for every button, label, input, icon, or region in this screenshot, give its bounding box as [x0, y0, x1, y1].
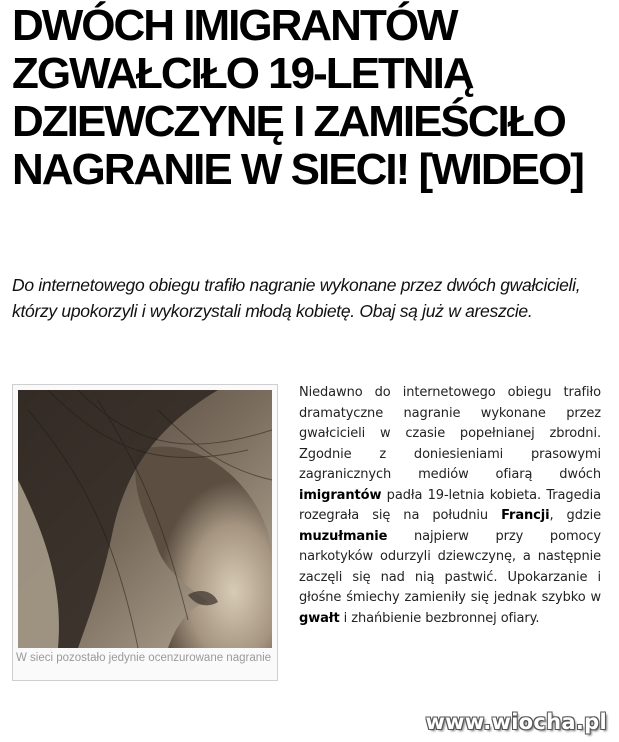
article-figure — [12, 384, 278, 681]
body-text-1: Niedawno do internetowego obiegu trafiło dramatyczne nagranie wykonane przez gwałcicieli w czasie popełnianej zbrodni. Zgodnie z doniesieniami prasowymi zagranicznych mediów ofiarą dwóch — [299, 385, 601, 482]
article-photo[interactable] — [18, 390, 272, 648]
body-text-5: i zhańbienie bezbronnej ofiary. — [339, 610, 540, 626]
article-lead: Do internetowego obiegu trafiło nagranie wykonane przez dwóch gwałcicieli, którzy upokorzyli i wykorzystali młodą kobietę. Obaj są już w areszcie. — [12, 275, 581, 321]
keyword-francji: Francji — [501, 508, 550, 523]
article-headline: DWÓCH IMIGRANTÓW ZGWAŁCIŁO 19-LETNIĄ DZIEWCZYNĘ I ZAMIEŚCIŁO NAGRANIE W SIECI! [WIDEO] — [12, 1, 583, 194]
body-text-3: , gdzie — [549, 508, 601, 523]
body-text-4: najpierw przy pomocy narkotyków odurzyli dziewczynę, a następnie zaczęli się nad nią pastwić. Upokarzanie i głośne śmiechy zamieniły się jednak szybko w — [299, 528, 601, 605]
body-text-2: padła 19-letnia kobieta. Tragedia rozegrała się na południu — [299, 487, 601, 523]
site-watermark: www.wiocha.pl — [425, 710, 607, 734]
keyword-imigrantow: imigrantów — [299, 487, 382, 503]
keyword-gwalt: gwałt — [299, 610, 340, 626]
article-body — [299, 383, 601, 629]
figure-caption: W sieci pozostało jedynie ocenzurowane nagranie — [16, 652, 272, 664]
photo-illustration — [18, 390, 272, 648]
keyword-muzulmanie: muzułmanie — [299, 528, 388, 544]
